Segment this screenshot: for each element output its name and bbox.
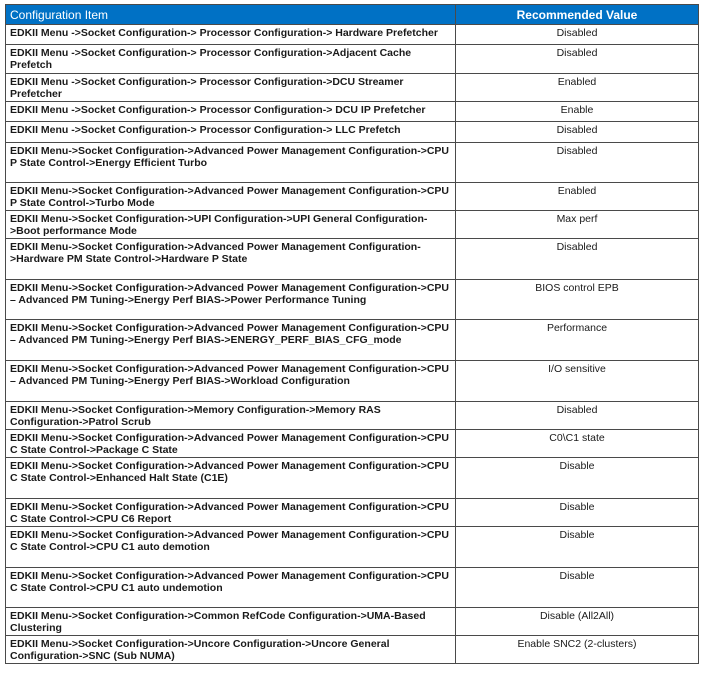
recommended-value-cell: I/O sensitive	[456, 361, 699, 402]
table-row	[6, 211, 699, 239]
recommended-value-cell: BIOS control EPB	[456, 280, 699, 320]
table-row	[6, 239, 699, 280]
table-row	[6, 636, 699, 664]
table-row	[6, 320, 699, 361]
recommended-value-cell: Disable (All2All)	[456, 608, 699, 636]
config-item-cell: EDKII Menu->Socket Configuration->Advanced Power Management Configuration->CPU C State Control->Enhanced Halt State (C1E)	[6, 458, 456, 499]
table-row	[6, 361, 699, 402]
config-item-cell: EDKII Menu->Socket Configuration->Advanced Power Management Configuration->CPU C State Control->Package C State	[6, 430, 456, 458]
table-row	[6, 25, 699, 45]
recommended-value-cell: Enable	[456, 102, 699, 122]
config-item-cell: EDKII Menu ->Socket Configuration-> Processor Configuration-> DCU IP Prefetcher	[6, 102, 456, 122]
config-item-cell: EDKII Menu->Socket Configuration->Advanced Power Management Configuration->CPU C State Control->CPU C1 auto demotion	[6, 527, 456, 568]
recommended-value-cell: Disabled	[456, 25, 699, 45]
table-row	[6, 430, 699, 458]
recommended-value-cell: Disable	[456, 499, 699, 527]
config-item-cell: EDKII Menu->Socket Configuration->Advanced Power Management Configuration->CPU C State Control->CPU C6 Report	[6, 499, 456, 527]
recommended-value-cell: Disabled	[456, 239, 699, 280]
config-item-cell: EDKII Menu->Socket Configuration->Advanced Power Management Configuration->Hardware PM State Control->Hardware P State	[6, 239, 456, 280]
recommended-value-cell: Disabled	[456, 402, 699, 430]
config-item-cell: EDKII Menu ->Socket Configuration-> Processor Configuration-> LLC Prefetch	[6, 122, 456, 143]
configuration-table	[5, 4, 699, 664]
config-item-cell: EDKII Menu->Socket Configuration->Advanced Power Management Configuration->CPU C State Control->CPU C1 auto undemotion	[6, 568, 456, 608]
recommended-value-cell: Performance	[456, 320, 699, 361]
config-item-cell: EDKII Menu->Socket Configuration->Common RefCode Configuration->UMA-Based Clustering	[6, 608, 456, 636]
table-row	[6, 568, 699, 608]
table-row	[6, 183, 699, 211]
recommended-value-cell: Disabled	[456, 122, 699, 143]
recommended-value-cell: Disabled	[456, 45, 699, 74]
recommended-value-cell: Disabled	[456, 143, 699, 183]
config-item-cell: EDKII Menu->Socket Configuration->Advanced Power Management Configuration->CPU – Advanced PM Tuning->Energy Perf BIAS->Workload Configuration	[6, 361, 456, 402]
table-row	[6, 402, 699, 430]
table-row	[6, 45, 699, 74]
table-row	[6, 458, 699, 499]
recommended-value-cell: Disable	[456, 568, 699, 608]
table-row	[6, 143, 699, 183]
recommended-value-cell: Enabled	[456, 183, 699, 211]
config-item-cell: EDKII Menu->Socket Configuration->Advanced Power Management Configuration->CPU P State Control->Turbo Mode	[6, 183, 456, 211]
config-item-cell: EDKII Menu ->Socket Configuration-> Processor Configuration->Adjacent Cache Prefetch	[6, 45, 456, 74]
table-row	[6, 527, 699, 568]
table-row	[6, 102, 699, 122]
config-table-container	[5, 4, 699, 664]
config-item-cell: EDKII Menu->Socket Configuration->Advanced Power Management Configuration->CPU – Advanced PM Tuning->Energy Perf BIAS->ENERGY_PERF_BIAS_CFG_mode	[6, 320, 456, 361]
config-item-cell: EDKII Menu ->Socket Configuration-> Processor Configuration->DCU Streamer Prefetcher	[6, 74, 456, 102]
table-row	[6, 608, 699, 636]
recommended-value-cell: Disable	[456, 458, 699, 499]
recommended-value-cell: Max perf	[456, 211, 699, 239]
config-item-cell: EDKII Menu->Socket Configuration->Memory Configuration->Memory RAS Configuration->Patrol Scrub	[6, 402, 456, 430]
table-row	[6, 499, 699, 527]
table-row	[6, 280, 699, 320]
config-item-cell: EDKII Menu->Socket Configuration->Advanced Power Management Configuration->CPU P State Control->Energy Efficient Turbo	[6, 143, 456, 183]
header-row	[6, 5, 699, 25]
recommended-value-cell: C0\C1 state	[456, 430, 699, 458]
config-item-cell: EDKII Menu ->Socket Configuration-> Processor Configuration-> Hardware Prefetcher	[6, 25, 456, 45]
recommended-value-cell: Disable	[456, 527, 699, 568]
config-item-cell: EDKII Menu->Socket Configuration->Uncore Configuration->Uncore General Configuration->SNC (Sub NUMA)	[6, 636, 456, 664]
recommended-value-cell: Enable SNC2 (2-clusters)	[456, 636, 699, 664]
table-row	[6, 122, 699, 143]
recommended-value-cell: Enabled	[456, 74, 699, 102]
header-recommended-value: Recommended Value	[456, 5, 699, 25]
config-item-cell: EDKII Menu->Socket Configuration->Advanced Power Management Configuration->CPU – Advanced PM Tuning->Energy Perf BIAS->Power Performance Tuning	[6, 280, 456, 320]
header-configuration-item: Configuration Item	[6, 5, 456, 25]
config-item-cell: EDKII Menu->Socket Configuration->UPI Configuration->UPI General Configuration->Boot performance Mode	[6, 211, 456, 239]
table-row	[6, 74, 699, 102]
